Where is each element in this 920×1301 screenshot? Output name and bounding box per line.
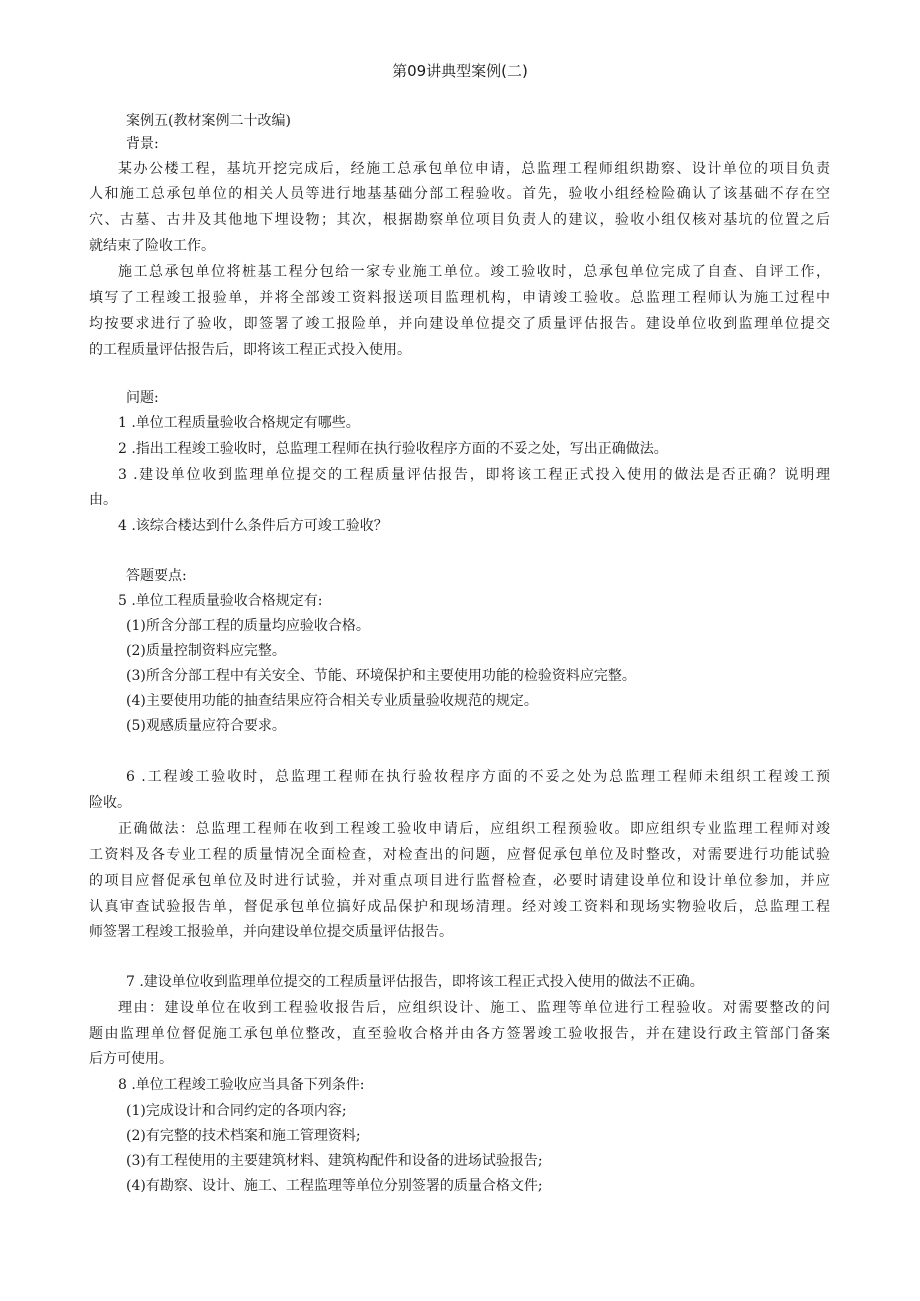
background-text-line: 某办公楼工程，基坑开挖完成后，经施工总承包单位申请，总监理工程师组织勘察、设计单位的项目负责 xyxy=(118,161,830,177)
answer-6-correct-line: 的项目应督促承包单位及时进行试验，并对重点项目进行监督检查，必要时请建设单位和设计单位参加，并应 xyxy=(89,873,830,889)
question-item-continued: 由。 xyxy=(89,492,117,508)
answer-5-heading: 5 .单位工程质量验收合格规定有: xyxy=(118,593,323,609)
answer-5-item: (1)所含分部工程的质量均应验收合格。 xyxy=(126,618,370,634)
answer-5-item: (4)主要使用功能的抽查结果应符合相关专业质量验收规范的规定。 xyxy=(126,693,538,709)
background-text-line: 的工程质量评估报告后，即将该工程正式投入使用。 xyxy=(89,342,411,358)
answers-label: 答题要点: xyxy=(126,568,187,584)
answer-8-item: (3)有工程使用的主要建筑材料、建筑构配件和设备的进场试验报告; xyxy=(126,1153,543,1169)
question-item: 3 .建设单位收到监理单位提交的工程质量评估报告，即将该工程正式投入使用的做法是否正确？说明理 xyxy=(118,467,830,483)
answer-8-item: (2)有完整的技术档案和施工管理资料; xyxy=(126,1128,361,1144)
answer-6-correct-line: 工资料及各专业工程的质量情况全面检查，对检查出的问题，应督促承包单位及时整改，对需要进行功能试验 xyxy=(89,847,830,863)
background-label: 背景: xyxy=(126,136,159,152)
question-item: 4 .该综合楼达到什么条件后方可竣工验收？ xyxy=(118,518,388,534)
answer-7-heading: 7 .建设单位收到监理单位提交的工程质量评估报告，即将该工程正式投入使用的做法不正确。 xyxy=(126,974,704,990)
answer-7-reason-line: 题由监理单位督促施工承包单位整改，直至验收合格并由各方签署竣工验收报告，并在建设行政主管部门备案 xyxy=(89,1026,830,1042)
answer-6-correct-line: 师签署工程竣工报验单，并向建设单位提交质量评估报告。 xyxy=(89,924,453,940)
answer-6-correct-line: 正确做法：总监理工程师在收到工程竣工验收申请后，应组织工程预验收。即应组织专业监理工程师对竣 xyxy=(118,821,830,837)
answer-6-text: 险收。 xyxy=(89,795,131,811)
background-text-line: 均按要求进行了验收，即签署了竣工报险单，并向建设单位提交了质量评估报告。建设单位收到监理单位提交 xyxy=(89,316,830,332)
page-title: 第09讲典型案例(二) xyxy=(392,62,528,80)
answer-5-item: (3)所含分部工程中有关安全、节能、环境保护和主要使用功能的检验资料应完整。 xyxy=(126,668,636,684)
background-text-line: 穴、古墓、古井及其他地下埋设物；其次，根据勘察单位项目负责人的建议，验收小组仅核对基坑的位置之后 xyxy=(89,212,830,228)
questions-label: 问题: xyxy=(126,390,159,406)
answer-8-item: (4)有勘察、设计、施工、工程监理等单位分别签署的质量合格文件; xyxy=(126,1178,543,1194)
answer-7-reason-line: 理由：建设单位在收到工程验收报告后，应组织设计、施工、监理等单位进行工程验收。对需要整改的问 xyxy=(118,1000,830,1016)
answer-8-heading: 8 .单位工程竣工验收应当具备下列条件: xyxy=(118,1077,365,1093)
answer-5-item: (2)质量控制资料应完整。 xyxy=(126,643,286,659)
answer-7-reason-line: 后方可使用。 xyxy=(89,1051,173,1067)
answer-6-text: 6 .工程竣工验收时，总监理工程师在执行验妆程序方面的不妥之处为总监理工程师未组织工程竣工预 xyxy=(126,769,830,785)
answer-6-correct-line: 认真审查试验报告单，督促承包单位搞好成品保护和现场清理。经对竣工资料和现场实物验收后，总监理工程 xyxy=(89,899,830,915)
question-item: 2 .指出工程竣工验收时，总监理工程师在执行验收程序方面的不妥之处，写出正确做法。 xyxy=(118,441,668,457)
answer-5-item: (5)观感质量应符合要求。 xyxy=(126,718,286,734)
answer-8-item: (1)完成设计和合同约定的各项内容; xyxy=(126,1103,347,1119)
background-text-line: 施工总承包单位将桩基工程分包给一家专业施工单位。竣工验收时，总承包单位完成了自查、自评工作， xyxy=(118,264,830,280)
question-item: 1 .单位工程质量验收合格规定有哪些。 xyxy=(118,415,360,431)
case-heading: 案例五(教材案例二十改编) xyxy=(126,113,291,129)
background-text-line: 填写了工程竣工报验单，并将全部竣工资料报送项目监理机构，申请竣工验收。总监理工程师认为施工过程中 xyxy=(89,290,830,306)
background-text-line: 人和施工总承包单位的相关人员等进行地基基础分部工程验收。首先，验收小组经检险确认了该基础不存在空 xyxy=(89,186,830,202)
background-text-line: 就结束了险收工作。 xyxy=(89,238,215,254)
